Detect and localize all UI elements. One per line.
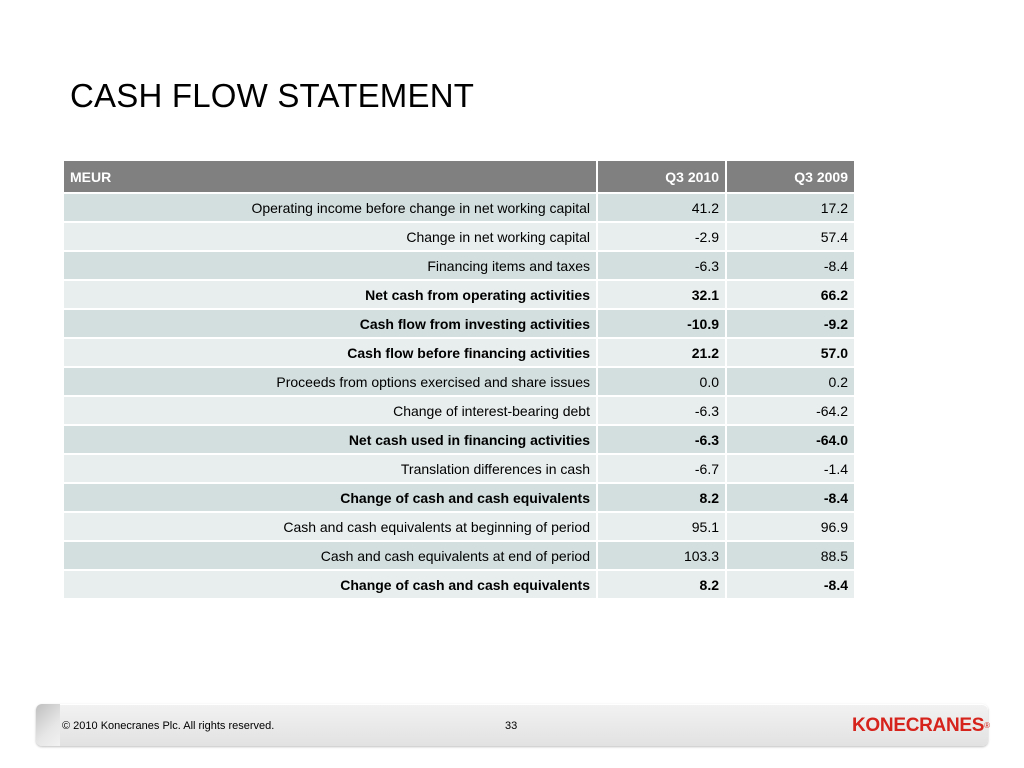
cash-flow-table	[64, 161, 854, 600]
value-q3-2009: -9.2	[726, 309, 854, 338]
row-label: Change of interest-bearing debt	[64, 396, 597, 425]
value-q3-2009: 0.2	[726, 367, 854, 396]
value-q3-2009: -1.4	[726, 454, 854, 483]
table-row	[64, 454, 854, 483]
value-q3-2010: 8.2	[597, 483, 726, 512]
value-q3-2010: 95.1	[597, 512, 726, 541]
table-row	[64, 338, 854, 367]
page-title: CASH FLOW STATEMENT	[70, 77, 475, 114]
row-label: Net cash used in financing activities	[64, 425, 597, 454]
value-q3-2009: -8.4	[726, 251, 854, 280]
table-row	[64, 512, 854, 541]
value-q3-2009: 96.9	[726, 512, 854, 541]
value-q3-2010: -10.9	[597, 309, 726, 338]
value-q3-2010: -6.3	[597, 425, 726, 454]
row-label: Financing items and taxes	[64, 251, 597, 280]
row-label: Cash and cash equivalents at beginning of period	[64, 512, 597, 541]
table-row	[64, 570, 854, 599]
header-meur: MEUR	[64, 161, 597, 193]
registered-mark: ®	[984, 721, 990, 730]
table-row	[64, 425, 854, 454]
row-label: Translation differences in cash	[64, 454, 597, 483]
table-row	[64, 396, 854, 425]
page-number: 33	[505, 720, 518, 732]
value-q3-2009: -64.0	[726, 425, 854, 454]
value-q3-2009: 66.2	[726, 280, 854, 309]
row-label: Change of cash and cash equivalents	[64, 570, 597, 599]
table-row	[64, 193, 854, 222]
table-row	[64, 541, 854, 570]
konecranes-logo	[852, 715, 990, 737]
value-q3-2009: -8.4	[726, 483, 854, 512]
row-label: Change of cash and cash equivalents	[64, 483, 597, 512]
table-row	[64, 483, 854, 512]
value-q3-2009: 17.2	[726, 193, 854, 222]
copyright-text: © 2010 Konecranes Plc. All rights reserved.	[62, 720, 275, 732]
value-q3-2009: -64.2	[726, 396, 854, 425]
table-row	[64, 251, 854, 280]
value-q3-2009: 57.4	[726, 222, 854, 251]
table-header-row	[64, 161, 854, 193]
row-label: Cash and cash equivalents at end of period	[64, 541, 597, 570]
row-label: Cash flow before financing activities	[64, 338, 597, 367]
table-row	[64, 309, 854, 338]
header-q3-2009: Q3 2009	[726, 161, 854, 193]
value-q3-2010: -2.9	[597, 222, 726, 251]
row-label: Cash flow from investing activities	[64, 309, 597, 338]
value-q3-2009: 57.0	[726, 338, 854, 367]
value-q3-2010: -6.3	[597, 396, 726, 425]
row-label: Net cash from operating activities	[64, 280, 597, 309]
footer-accent	[36, 704, 60, 746]
value-q3-2010: 41.2	[597, 193, 726, 222]
value-q3-2009: -8.4	[726, 570, 854, 599]
logo-text: KONECRANES	[852, 715, 985, 736]
value-q3-2010: 8.2	[597, 570, 726, 599]
table-row	[64, 367, 854, 396]
row-label: Proceeds from options exercised and share issues	[64, 367, 597, 396]
row-label: Operating income before change in net working capital	[64, 193, 597, 222]
header-q3-2010: Q3 2010	[597, 161, 726, 193]
value-q3-2009: 88.5	[726, 541, 854, 570]
table-row	[64, 222, 854, 251]
table-row	[64, 280, 854, 309]
value-q3-2010: -6.3	[597, 251, 726, 280]
value-q3-2010: 32.1	[597, 280, 726, 309]
value-q3-2010: 0.0	[597, 367, 726, 396]
row-label: Change in net working capital	[64, 222, 597, 251]
value-q3-2010: -6.7	[597, 454, 726, 483]
value-q3-2010: 103.3	[597, 541, 726, 570]
value-q3-2010: 21.2	[597, 338, 726, 367]
